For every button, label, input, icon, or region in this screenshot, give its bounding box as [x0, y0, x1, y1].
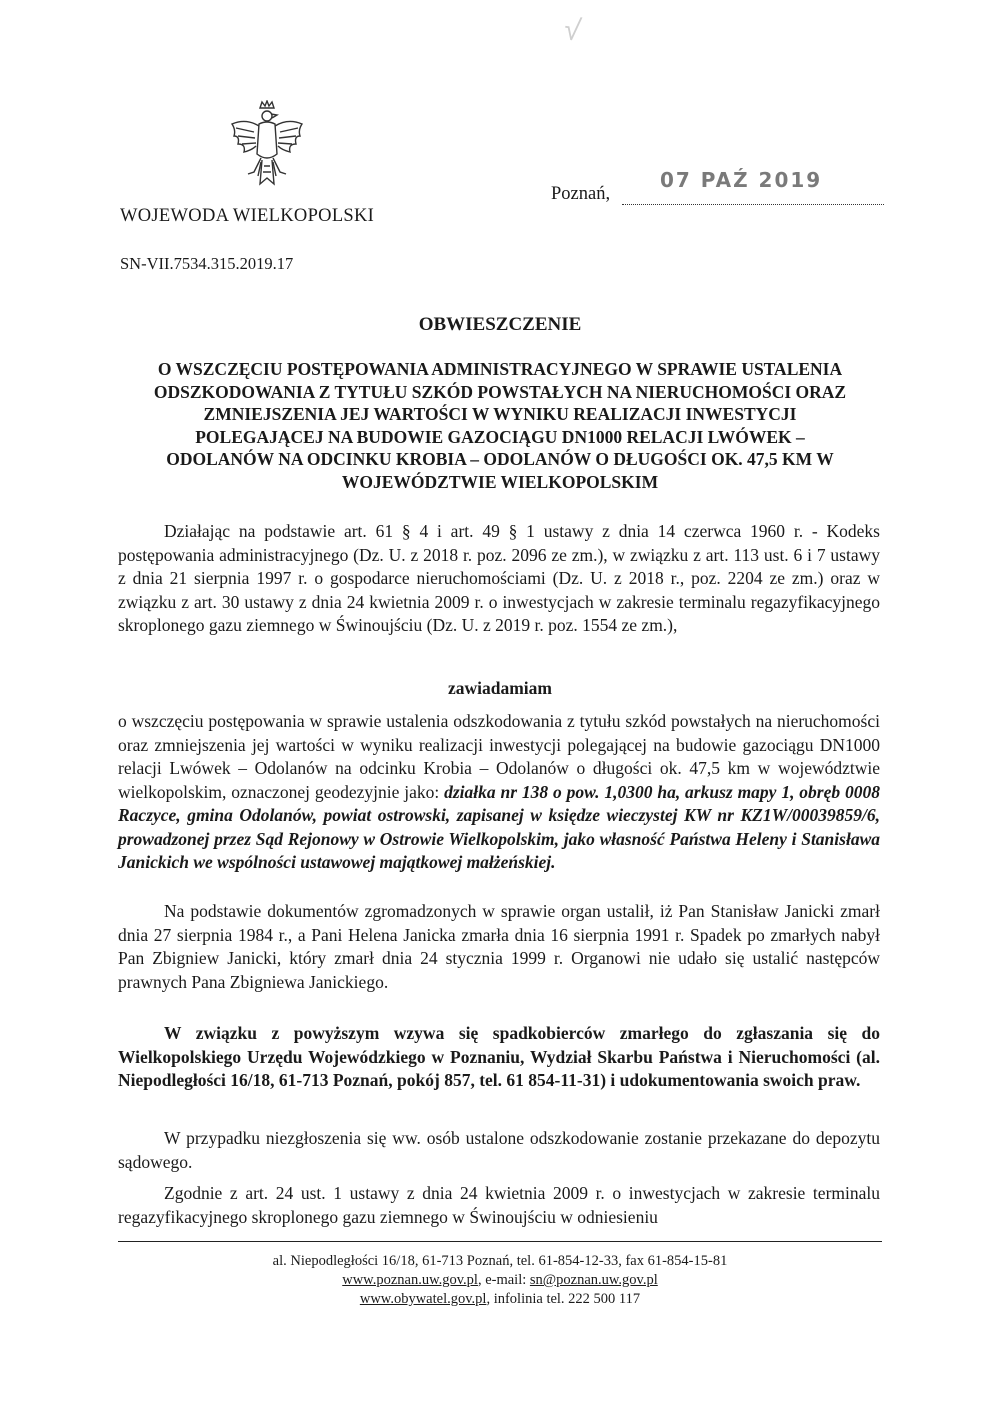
place-label: Poznań,	[551, 184, 611, 204]
infoline-text: , infolinia tel. 222 500 117	[486, 1291, 641, 1307]
notice-paragraph	[118, 710, 880, 875]
property-description: działka nr 138 o pow. 1,0300 ha, arkusz mapy 1, obręb 0008 Raczyce, gmina Odolanów, powiat ostrowski, zapisanej w księdze wieczystej KW nr KZ1W/00039859/6, prowadzonej przez Sąd Rejonowy w Ostrowie Wielkopolskim, jako własność Państwa Heleny i Stanisława Janickich we wspólności ustawowej majątkowej małżeńskiej.	[118, 781, 880, 872]
notice-text: o wszczęciu postępowania w sprawie ustalenia odszkodowania z tytułu szkód powstałych na nieruchomości oraz zmniejszenia jej wartości w wyniku realizacji inwestycji polegającej na budowie gazociągu DN1000 relacji Lwówek – Odolanów na odcinku Krobia – Odolanów o długości ok. 47,5 km w województwie wielkopolskim, oznaczonej geodezyjnie jako:	[118, 711, 880, 802]
notify-heading: zawiadamiam	[447, 678, 553, 698]
findings-paragraph: Na podstawie dokumentów zgromadzonych w sprawie organ ustalił, iż Pan Stanisław Janicki zmarł dnia 27 sierpnia 1984 r., a Pani Helena Janicka zmarła dnia 16 sierpnia 1991 r. Spadek po zmarłych nabył Pan Zbigniew Janicki, który zmarł dnia 24 stycznia 1999 r. Organowi nie udało się ustalić następców prawnych Pana Zbigniewa Janickiego.	[118, 901, 880, 992]
footer-contact-line	[0, 1271, 1000, 1290]
closing-paragraph: Zgodnie z art. 24 ust. 1 ustawy z dnia 24 kwietnia 2009 r. o inwestycjach w zakresie terminalu regazyfikacyjnego skroplonego gazu ziemnego w Świnoujściu w odniesieniu	[118, 1183, 880, 1227]
deposit-paragraph: W przypadku niezgłoszenia się ww. osób ustalone odszkodowanie zostanie przekazane do depozytu sądowego.	[118, 1128, 880, 1172]
summons-paragraph: W związku z powyższym wzywa się spadkobierców zmarłego do zgłaszania się do Wielkopolskiego Urzędu Wojewódzkiego w Poznaniu, Wydział Skarbu Państwa i Nieruchomości (al. Niepodległości 16/18, 61-713 Poznań, pokój 857, tel. 61 854-11-31) i udokumentowania swoich praw.	[118, 1023, 880, 1090]
email-prefix: , e-mail:	[477, 1272, 530, 1288]
document-title: OBWIESZCZENIE	[418, 314, 582, 335]
footer-address: al. Niepodległości 16/18, 61-713 Poznań, tel. 61-854-12-33, fax 61-854-15-81	[272, 1253, 728, 1269]
issuing-authority: WOJEWODA WIELKOPOLSKI	[120, 206, 375, 226]
portal-link[interactable]: www.obywatel.gov.pl	[359, 1291, 487, 1307]
case-reference-number: SN-VII.7534.315.2019.17	[120, 254, 294, 273]
website-link[interactable]: www.poznan.uw.gov.pl	[342, 1272, 478, 1288]
email-link[interactable]: sn@poznan.uw.gov.pl	[529, 1272, 658, 1288]
pencil-check-mark: √	[561, 13, 583, 48]
polish-eagle-emblem-icon	[226, 100, 308, 192]
footer-portal-line	[0, 1290, 1000, 1309]
document-subtitle: O WSZCZĘCIU POSTĘPOWANIA ADMINISTRACYJNEGO W SPRAWIE USTALENIA ODSZKODOWANIA Z TYTUŁU SZKÓD POWSTAŁYCH NA NIERUCHOMOŚCI ORAZ ZMNIEJSZENIA JEJ WARTOŚCI W WYNIKU REALIZACJI INWESTYCJI POLEGAJĄCEJ NA BUDOWIE GAZOCIĄGU DN1000 RELACJI LWÓWEK – ODOLANÓW NA ODCINKU KROBIA – ODOLANÓW O DŁUGOŚCI OK. 47,5 KM W WOJEWÓDZTWIE WIELKOPOLSKIM	[153, 359, 847, 492]
date-stamp: 07 PAŹ 2019	[660, 168, 823, 192]
footer-divider	[118, 1241, 882, 1242]
legal-basis-paragraph: Działając na podstawie art. 61 § 4 i art. 49 § 1 ustawy z dnia 14 czerwca 1960 r. - Kodeks postępowania administracyjnego (Dz. U. z 2018 r. poz. 2096 ze zm.), w związku z art. 113 ust. 6 i 7 ustawy z dnia 21 sierpnia 1997 r. o gospodarce nieruchomościami (Dz. U. z 2018 r., poz. 2204 ze zm.) oraz w związku z art. 30 ustawy z dnia 24 kwietnia 2009 r. o inwestycjach w zakresie terminalu regazyfikacyjnego skroplonego gazu ziemnego w Świnoujściu (Dz. U. z 2019 r. poz. 1554 ze zm.),	[118, 521, 880, 635]
footer	[0, 1252, 1000, 1309]
